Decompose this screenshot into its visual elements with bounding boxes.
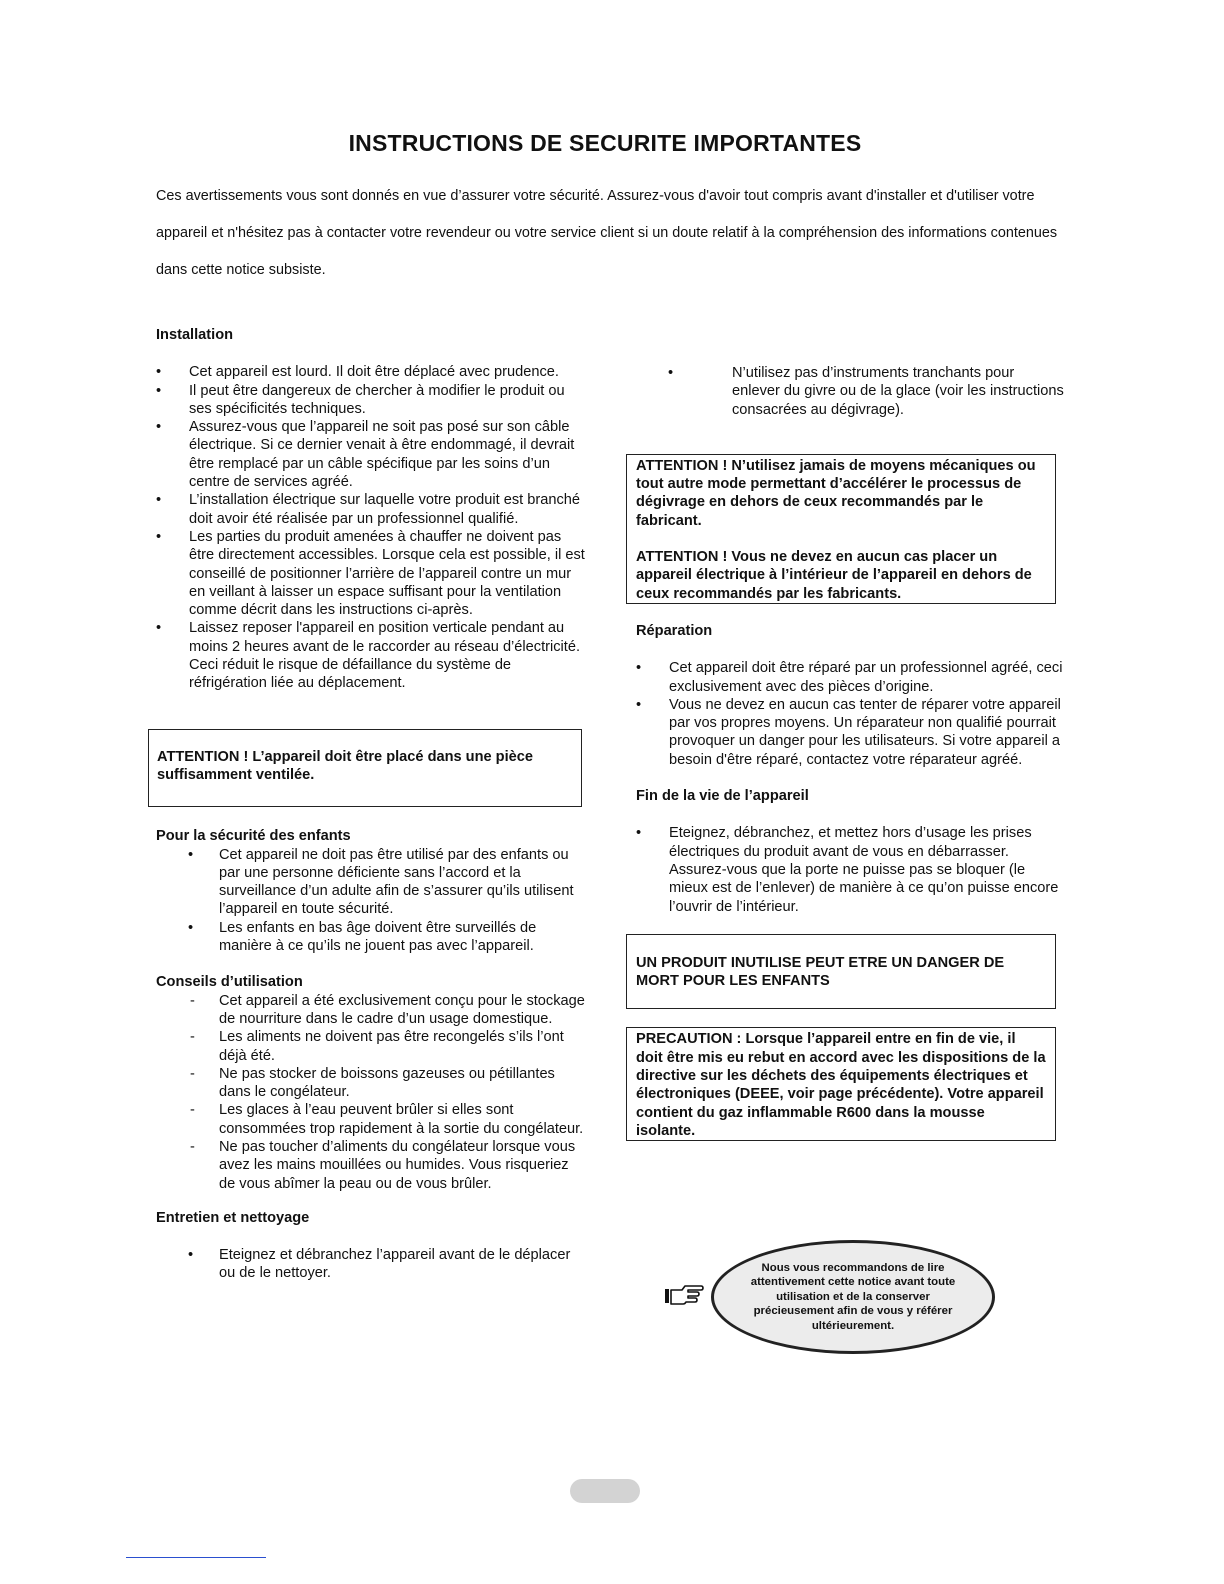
repair-heading: Réparation <box>636 622 713 639</box>
attention-ventilation-box: ATTENTION ! L’appareil doit être placé dans une pièce suffisamment ventilée. <box>148 729 582 808</box>
attention-defrost-text: ATTENTION ! N’utilisez jamais de moyens mécaniques ou tout autre mode permettant d’accélérer le processus de dégivrage en dehors de ceux recommandés par le fabricant. <box>636 457 1036 529</box>
precaution-box: PRECAUTION : Lorsque l’appareil entre en fin de vie, il doit être mis eu rebut en accord avec les dispositions de la directive sur les déchets des équipements électriques et électroniques (DEEE, voir page précédente). Votre appareil contient du gaz inflammable R600 dans la mousse isolante. <box>626 1027 1056 1141</box>
end-of-life-list <box>636 824 1066 915</box>
page-number-badge <box>570 1479 640 1503</box>
children-safety-heading: Pour la sécurité des enfants <box>156 828 351 845</box>
list-item: - Ne pas toucher d’aliments du congélateur lorsque vous avez les mains mouillées ou humides. Vous risqueriez de vous abîmer la peau ou de vous brûler. <box>156 1138 586 1193</box>
list-item: • Vous ne devez en aucun cas tenter de réparer votre appareil par vos propres moyens. Un réparateur non qualifié pourrait provoquer un danger pour les utilisateurs. Si votre appareil a besoin d'être réparé, contactez votre réparateur agréé. <box>636 696 1066 769</box>
list-item: • Eteignez et débranchez l’appareil avant de le déplacer ou de le nettoyer. <box>156 1246 586 1283</box>
list-item: • N’utilisez pas d’instruments tranchants pour enlever du givre ou de la glace (voir les instructions consacrées au dégivrage). <box>668 364 1066 419</box>
attention-defrost-box <box>626 454 1056 604</box>
intro-paragraph: Ces avertissements vous sont donnés en vue d’assurer votre sécurité. Assurez-vous d'avoir tout compris avant d'installer et d'utiliser votre appareil et n'hésitez pas à contacter votre revendeur ou votre service client si un doute relatif à la compréhension des informations contenues dans cette notice subsiste. <box>156 188 1058 278</box>
list-item: • Les parties du produit amenées à chauffer ne doivent pas être directement accessibles. Lorsque cela est possible, il est conseillé de positionner l’arrière de l’appareil contre un mur en veillant à laisser un espace suffisant pour la ventilation comme décrit dans les instructions ci-après. <box>156 528 586 619</box>
defrost-list <box>636 364 1066 419</box>
maintenance-list <box>156 1246 586 1283</box>
left-column <box>156 326 586 1283</box>
recommendation-bubble <box>711 1240 995 1354</box>
list-item: - Cet appareil a été exclusivement conçu pour le stockage de nourriture dans le cadre d’un usage domestique. <box>156 992 586 1029</box>
attention-electric-text: ATTENTION ! Vous ne devez en aucun cas placer un appareil électrique à l’intérieur de l’appareil en dehors de ceux recommandés par les fabricants. <box>636 549 1032 602</box>
usage-advice-heading: Conseils d’utilisation <box>156 974 303 991</box>
list-item: • Il peut être dangereux de chercher à modifier le produit ou ses spécificités techniques. <box>156 382 586 419</box>
list-item: • Eteignez, débranchez, et mettez hors d’usage les prises électriques du produit avant de vous en débarrasser. Assurez-vous que la porte ne puisse pas se bloquer (le mieux est de l’enlever) de manière à ce qu’on puisse encore l’ouvrir de l’intérieur. <box>636 824 1066 915</box>
children-safety-list <box>156 846 586 956</box>
page-title: INSTRUCTIONS DE SECURITE IMPORTANTES <box>348 130 862 156</box>
list-item: • Cet appareil doit être réparé par un professionnel agréé, ceci exclusivement avec des pièces d’origine. <box>636 659 1066 696</box>
list-item: • Laissez reposer l'appareil en position verticale pendant au moins 2 heures avant de le raccorder au réseau d’électricité. Ceci réduit le risque de défaillance du système de réfrigération liée au déplacement. <box>156 619 586 692</box>
recommendation-text: Nous vous recommandons de lire attentivement cette notice avant toute utilisation et de la conserver précieusement afin de vous y référer ultérieurement. <box>750 1261 956 1332</box>
usage-advice-list <box>156 992 586 1193</box>
installation-heading: Installation <box>156 327 234 343</box>
end-of-life-heading: Fin de la vie de l’appareil <box>636 788 809 805</box>
right-column <box>636 364 1066 1141</box>
repair-list <box>636 659 1066 769</box>
list-item: • Les enfants en bas âge doivent être surveillés de manière à ce qu’ils ne jouent pas avec l’appareil. <box>156 919 586 956</box>
maintenance-heading: Entretien et nettoyage <box>156 1209 310 1226</box>
danger-box: UN PRODUIT INUTILISE PEUT ETRE UN DANGER DE MORT POUR LES ENFANTS <box>626 934 1056 1010</box>
list-item: • Assurez-vous que l’appareil ne soit pas posé sur son câble électrique. Si ce dernier venait à être endommagé, il devrait être remplacé par un câble spécifique par les soins d’un centre de services agréé. <box>156 418 586 491</box>
list-item: • Cet appareil ne doit pas être utilisé par des enfants ou par une personne déficiente sans l’accord et la surveillance d’un adulte afin de s’assurer qu’ils utilisent l’appareil en toute sécurité. <box>156 846 586 919</box>
list-item: - Ne pas stocker de boissons gazeuses ou pétillantes dans le congélateur. <box>156 1065 586 1102</box>
installation-list <box>156 363 586 692</box>
list-item: - Les glaces à l’eau peuvent brûler si elles sont consommées trop rapidement à la sortie du congélateur. <box>156 1101 586 1138</box>
list-item: • Cet appareil est lourd. Il doit être déplacé avec prudence. <box>156 363 586 381</box>
list-item: • L’installation électrique sur laquelle votre produit est branché doit avoir été réalisée par un professionnel qualifié. <box>156 491 586 528</box>
list-item: - Les aliments ne doivent pas être recongelés s’ils l’ont déjà été. <box>156 1028 586 1065</box>
pointing-hand-icon <box>664 1283 704 1309</box>
footer-line <box>126 1557 266 1558</box>
